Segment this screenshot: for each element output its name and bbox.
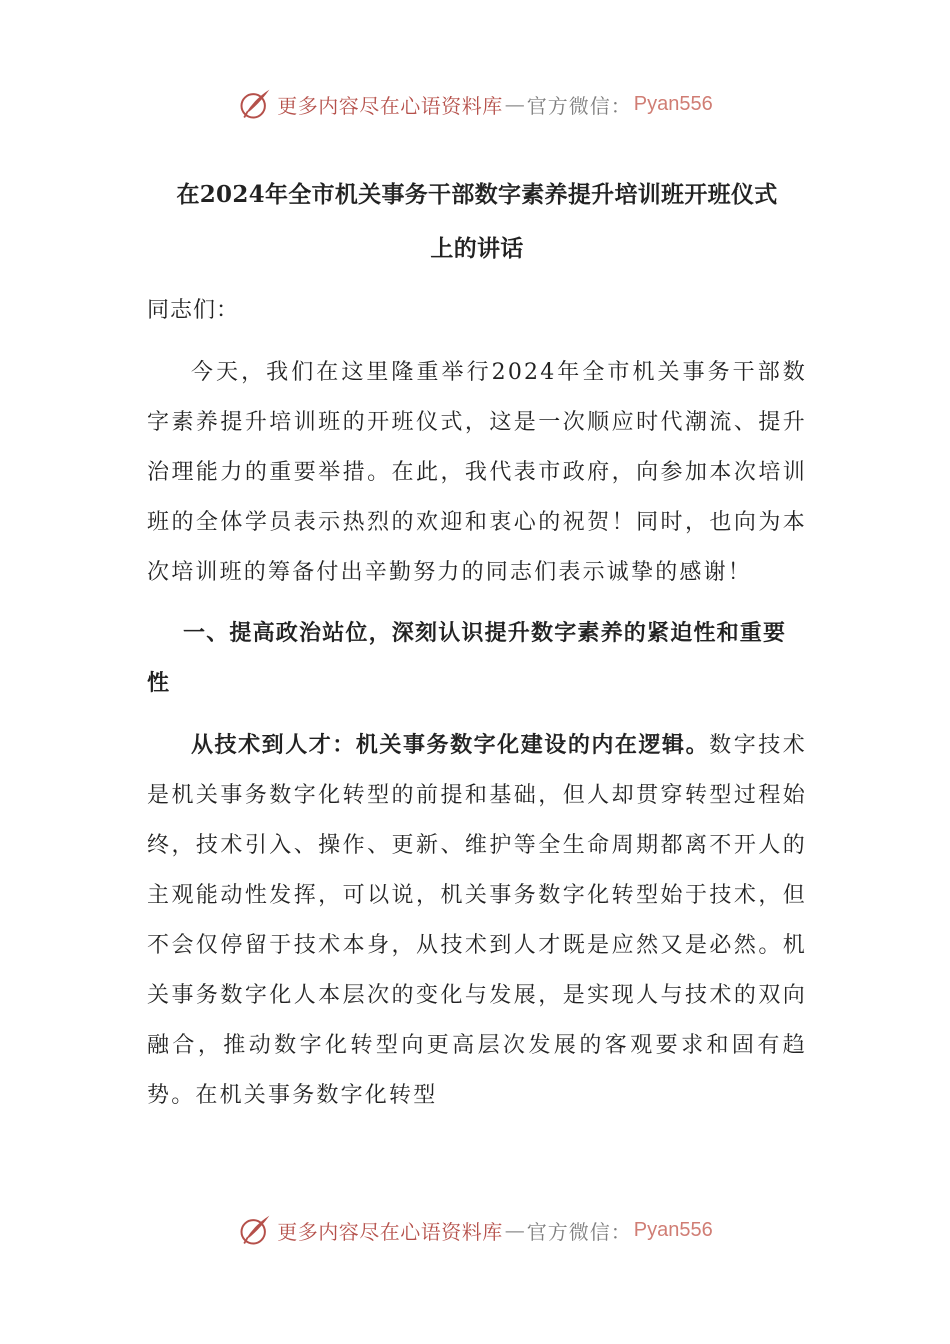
header-banner xyxy=(0,82,950,126)
document-body xyxy=(147,168,807,1121)
banner-dash: — xyxy=(504,1218,525,1242)
footer-banner xyxy=(0,1208,950,1252)
banner-wechat-label: 官方微信： xyxy=(526,93,632,118)
section-1-body: 数字技术是机关事务数字化转型的前提和基础，但人却贯穿转型过程始终，技术引入、操作、更新、维护等全生命周期都离不开人的主观能动性发挥，可以说，机关事务数字化转型始于技术，但不会仅停留于技术本身，从技术到人才既是应然又是必然。机关事务数字化人本层次的变化与发展，是实现人与技术的双向融合，推动数字化转型向更高层次发展的客观要求和固有趋势。在机关事务数字化转型 xyxy=(147,733,807,1108)
intro-paragraph: 今天，我们在这里隆重举行2024年全市机关事务干部数字素养提升培训班的开班仪式，这是一次顺应时代潮流、提升治理能力的重要举措。在此，我代表市政府，向参加本次培训班的全体学员表示热烈的欢迎和衷心的祝贺！同时，也向为本次培训班的筹备付出辛勤努力的同志们表示诚挚的感谢！ xyxy=(147,360,807,585)
banner-wechat-id: Pyan556 xyxy=(633,1218,713,1241)
banner-site-text: 更多内容尽在心语资料库 xyxy=(277,93,503,118)
salutation: 同志们： xyxy=(147,298,240,323)
banner-wechat-label: 官方微信： xyxy=(526,1219,632,1244)
banner-wechat-id: Pyan556 xyxy=(633,92,713,115)
banner-dash: — xyxy=(504,92,525,116)
quill-pen-logo-icon xyxy=(237,86,273,122)
banner-site-text: 更多内容尽在心语资料库 xyxy=(277,1219,503,1244)
section-1-paragraph xyxy=(147,720,807,1121)
quill-pen-logo-icon xyxy=(237,1212,273,1248)
section-1-lead: 从技术到人才：机关事务数字化建设的内在逻辑。 xyxy=(191,732,710,758)
document-title xyxy=(147,168,807,276)
title-line-2: 上的讲话 xyxy=(430,235,524,262)
section-1-heading: 一、提高政治站位，深刻认识提升数字素养的紧迫性和重要性 xyxy=(147,620,787,696)
title-line-1: 在2024年全市机关事务干部数字素养提升培训班开班仪式 xyxy=(176,181,778,208)
